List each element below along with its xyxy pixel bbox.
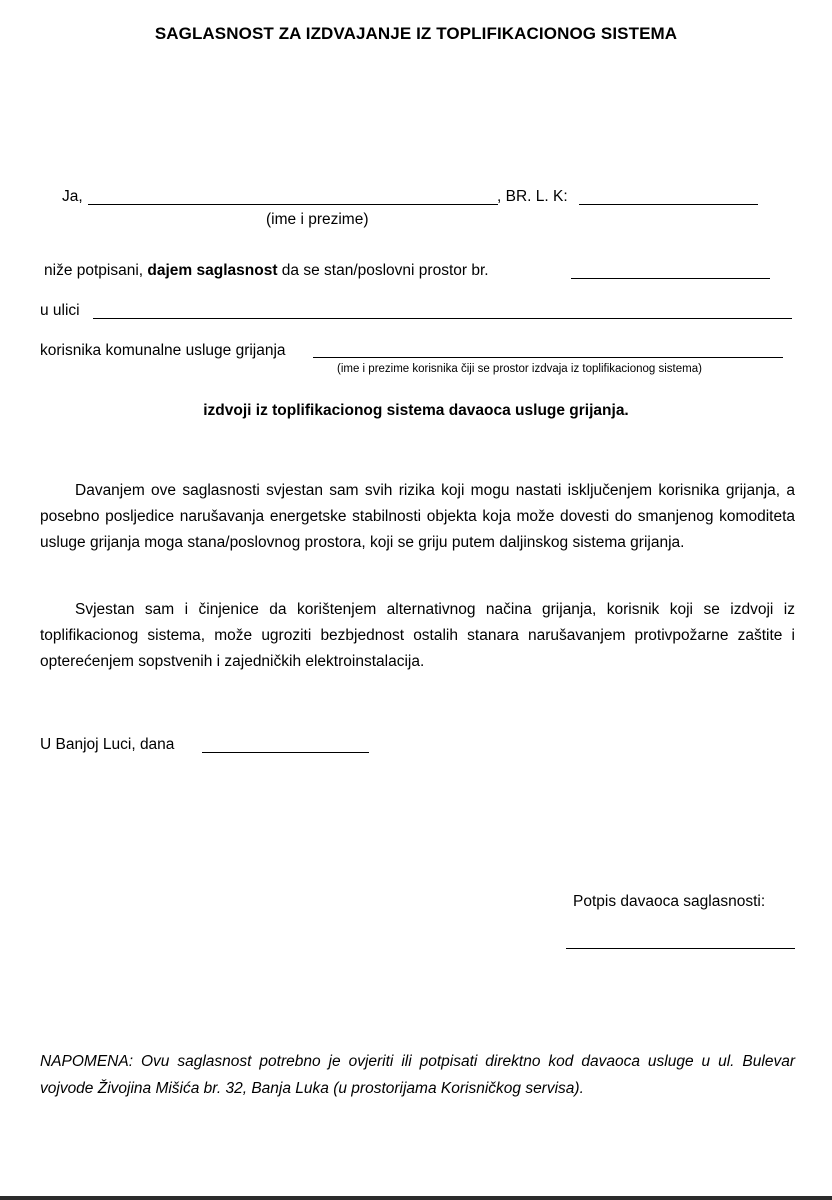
consent-suffix: da se stan/poslovni prostor br. xyxy=(281,262,489,279)
ja-label: Ja, xyxy=(62,188,83,205)
street-label: u ulici xyxy=(40,302,80,319)
name-field-line[interactable] xyxy=(88,204,498,205)
paragraph-1: Davanjem ove saglasnosti svjestan sam svih rizika koji mogu nastati isključenjem korisnika grijanja, a posebno posljedice narušavanja energetske stabilnosti objekta koja može dovesti do smanjenog komoditeta usluge grijanja moga stana/poslovnog prostora, koji se griju putem daljinskog sistema grijanja. xyxy=(40,482,795,551)
signature-field-line[interactable] xyxy=(566,948,795,949)
street-field-line[interactable] xyxy=(93,318,792,319)
date-field-line[interactable] xyxy=(202,752,369,753)
consent-prefix: niže potpisani, xyxy=(44,262,144,279)
paragraph-2: Svjestan sam i činjenice da korištenjem alternativnog načina grijanja, korisnik koji se izdvoji iz toplifikacionog sistema, može ugroziti bezbjednost ostalih stanara narušavanjem protivpožarne zaštite i opterećenjem sopstvenih i zajedničkih elektroinstalacija. xyxy=(40,601,795,670)
date-label: U Banjoj Luci, dana xyxy=(40,736,175,753)
name-hint: (ime i prezime) xyxy=(266,211,369,228)
signature-label: Potpis davaoca saglasnosti: xyxy=(573,893,766,910)
id-card-field-line[interactable] xyxy=(579,204,758,205)
page-bottom-edge xyxy=(0,1196,832,1200)
user-label: korisnika komunalne usluge grijanja xyxy=(40,342,286,359)
consent-bold: dajem saglasnost xyxy=(147,262,278,279)
id-card-label: , BR. L. K: xyxy=(497,188,568,205)
consent-line xyxy=(44,261,489,281)
apartment-number-field-line[interactable] xyxy=(571,278,770,279)
user-hint: (ime i prezime korisnika čiji se prostor izdvaja iz toplifikacionog sistema) xyxy=(337,363,702,375)
document-title: SAGLASNOST ZA IZDVAJANJE IZ TOPLIFIKACIONOG SISTEMA xyxy=(154,24,678,43)
note-text: NAPOMENA: Ovu saglasnost potrebno je ovjeriti ili potpisati direktno kod davaoca usluge u ul. Bulevar vojvode Živojina Mišića br. 32, Banja Luka (u prostorijama Korisničkog servisa). xyxy=(40,1053,795,1097)
user-name-field-line[interactable] xyxy=(313,357,783,358)
statement-text: izdvoji iz toplifikacionog sistema davaoca usluge grijanja. xyxy=(203,402,629,419)
